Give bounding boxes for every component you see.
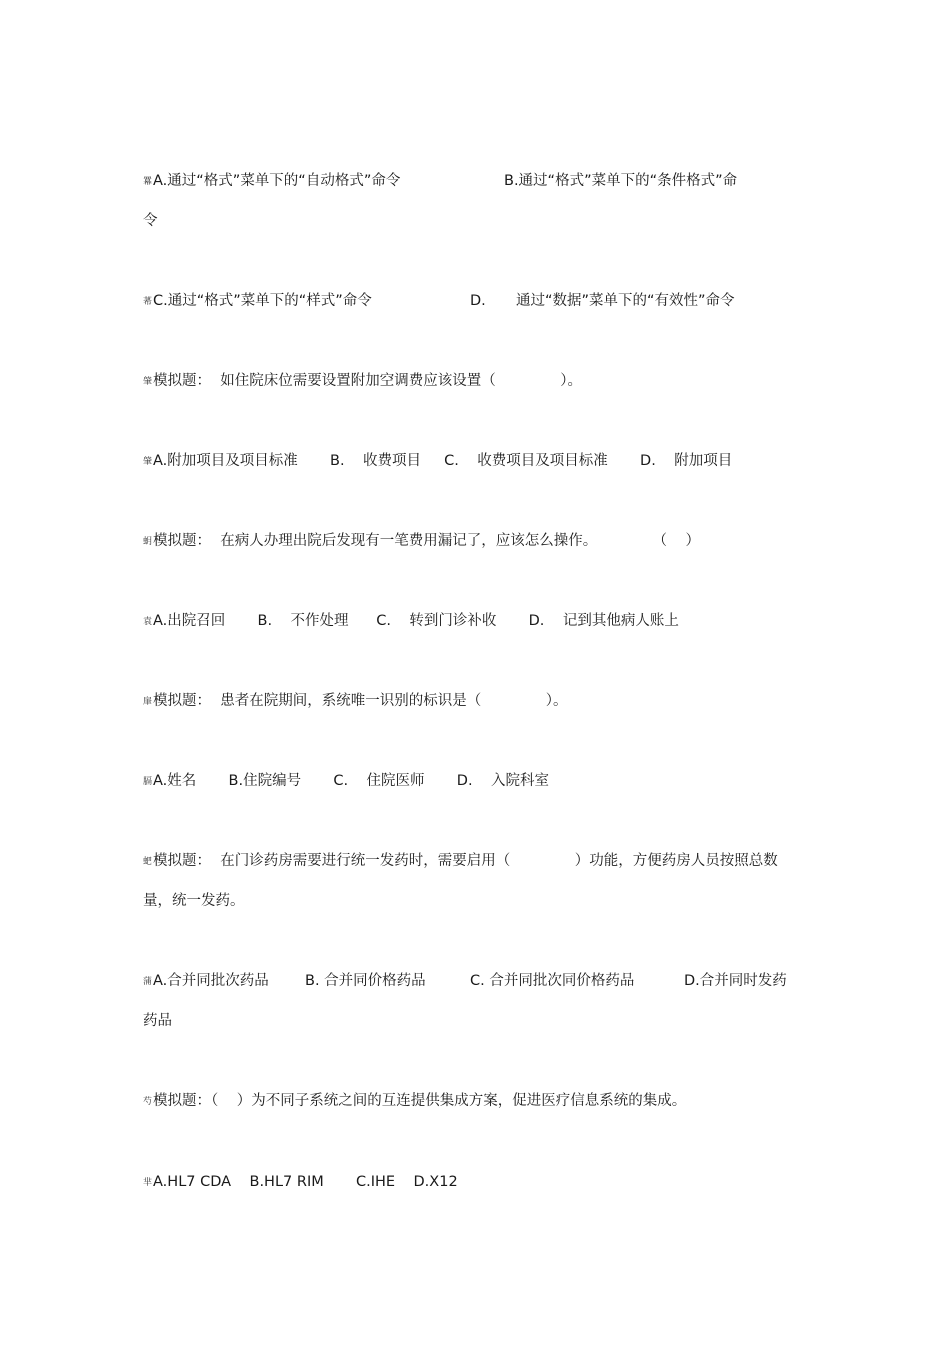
option-a: A.通过“格式”菜单下的“自动格式”命令 <box>153 173 401 189</box>
question-text: 模拟题： 在门诊药房需要进行统一发药时，需要启用（ ）功能，方便药房人员按照总数 <box>153 853 778 869</box>
question-text: 模拟题：（ ）为不同子系统之间的互连提供集成方案，促进医疗信息系统的集成。 <box>153 1093 687 1109</box>
option-line <box>143 171 400 192</box>
option-c: C.通过“格式”菜单下的“样式”命令 <box>153 293 372 309</box>
question-line <box>143 371 582 392</box>
option-c: C. 合并同批次同价格药品 <box>470 973 635 989</box>
option-d-letter: D. <box>470 293 486 309</box>
option-a: A.合并同批次药品 <box>153 973 269 989</box>
bullet-mark: 肇 <box>143 457 153 467</box>
bullet-mark: 蚏 <box>143 537 153 547</box>
option-line <box>143 611 679 632</box>
bullet-mark: 肁 <box>143 697 153 707</box>
question-line <box>143 1091 686 1112</box>
option-b: B.通过“格式”菜单下的“条件格式”命 <box>504 173 738 189</box>
bullet-mark: 羃 <box>143 177 153 187</box>
options-text: A.HL7 CDA B.HL7 RIM C.IHE D.X12 <box>153 1174 458 1190</box>
option-line <box>143 971 269 992</box>
options-text: A.姓名 B.住院编号 C. 住院医师 D. 入院科室 <box>153 773 550 789</box>
text-continuation: 量，统一发药。 <box>143 893 245 909</box>
option-line <box>143 291 372 312</box>
question-text: 模拟题： 在病人办理出院后发现有一笔费用漏记了，应该怎么操作。 （ ） <box>153 533 700 549</box>
option-line <box>143 1172 458 1193</box>
question-text: 模拟题： 如住院床位需要设置附加空调费应该设置（ ）。 <box>153 373 583 389</box>
bullet-mark: 肇 <box>143 377 153 387</box>
question-line <box>143 851 778 872</box>
option-d-text: 通过“数据”菜单下的“有效性”命令 <box>516 293 735 309</box>
bullet-mark: 莃 <box>143 297 153 307</box>
option-d: D.合并同时发药 <box>684 973 787 989</box>
bullet-mark: 袁 <box>143 617 153 627</box>
option-line <box>143 451 732 472</box>
bullet-mark: 蚆 <box>143 857 153 867</box>
option-line <box>143 771 549 792</box>
bullet-mark: 芈 <box>143 1178 153 1188</box>
options-text: A.出院召回 B. 不作处理 C. 转到门诊补收 D. 记到其他病人账上 <box>153 613 679 629</box>
bullet-mark: 芍 <box>143 1097 153 1107</box>
options-text: A.附加项目及项目标准 B. 收费项目 C. 收费项目及项目标准 D. 附加项目 <box>153 453 733 469</box>
option-b: B. 合并同价格药品 <box>305 973 426 989</box>
text-continuation: 药品 <box>143 1013 172 1029</box>
text-continuation: 令 <box>143 213 158 229</box>
question-text: 模拟题： 患者在院期间，系统唯一识别的标识是（ ）。 <box>153 693 568 709</box>
bullet-mark: 膈 <box>143 777 153 787</box>
question-line <box>143 691 568 712</box>
bullet-mark: 蒲 <box>143 977 153 987</box>
question-line <box>143 531 700 552</box>
